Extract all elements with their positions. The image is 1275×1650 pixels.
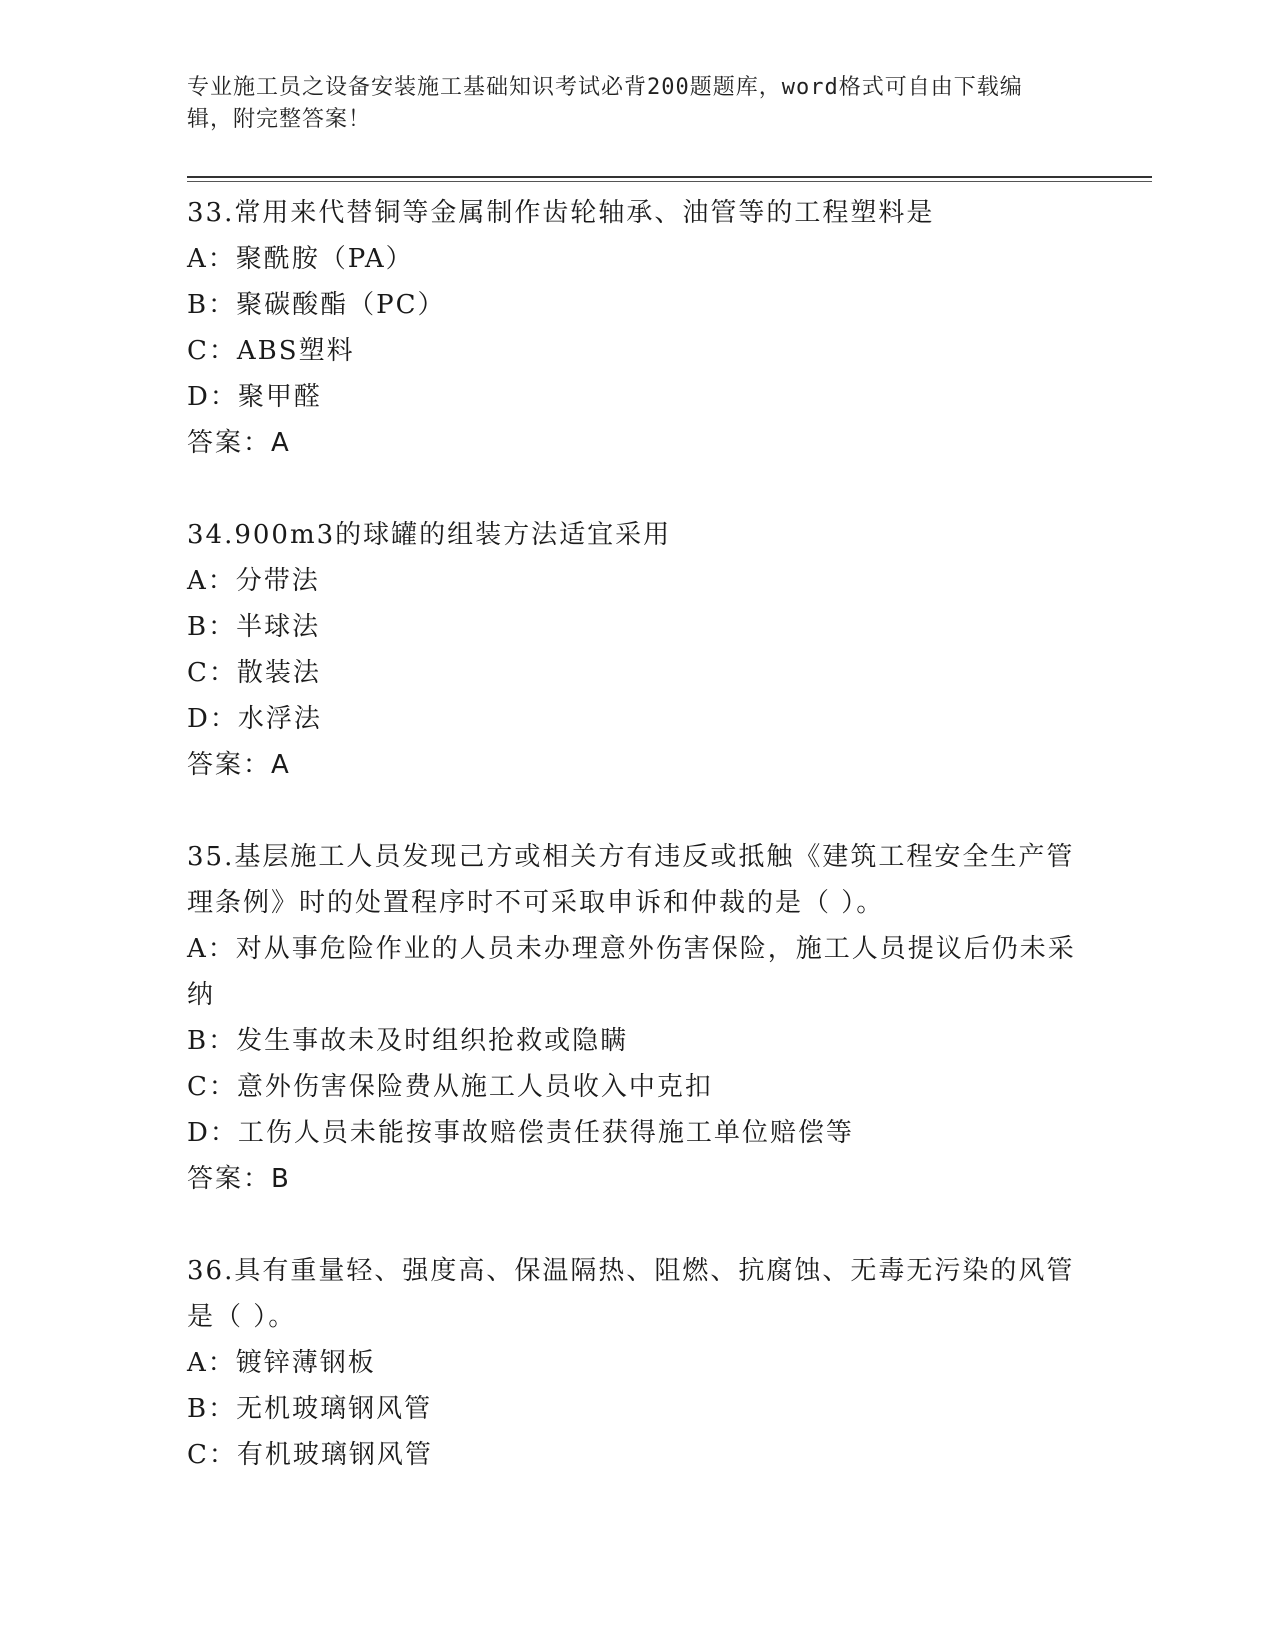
question-stem: 36.具有重量轻、强度高、保温隔热、阻燃、抗腐蚀、无毒无污染的风管是（ ）。 [187, 1256, 1075, 1332]
option-a: A：分带法 [187, 566, 320, 596]
question-stem: 34.900m3的球罐的组装方法适宜采用 [187, 520, 672, 550]
question-list [187, 190, 1087, 1524]
answer-label: 答案：B [187, 1164, 291, 1194]
option-c: C：散装法 [187, 658, 321, 688]
option-c: C：ABS塑料 [187, 336, 355, 366]
option-a: A：对从事危险作业的人员未办理意外伤害保险，施工人员提议后仍未采纳 [187, 934, 1076, 1010]
option-a: A：镀锌薄钢板 [187, 1348, 376, 1378]
header-divider-thin [187, 181, 1152, 182]
option-b: B：无机玻璃钢风管 [187, 1394, 433, 1424]
option-c: C：意外伤害保险费从施工人员收入中克扣 [187, 1072, 713, 1102]
answer-label: 答案：A [187, 428, 291, 458]
question-34 [187, 512, 1087, 788]
header-divider-thick [187, 176, 1152, 178]
option-b: B：发生事故未及时组织抢救或隐瞒 [187, 1026, 629, 1056]
question-stem: 33.常用来代替铜等金属制作齿轮轴承、油管等的工程塑料是 [187, 198, 935, 228]
answer-label: 答案：A [187, 750, 291, 780]
question-35 [187, 834, 1087, 1202]
question-36 [187, 1248, 1087, 1478]
option-c: C：有机玻璃钢风管 [187, 1440, 433, 1470]
option-b: B：半球法 [187, 612, 321, 642]
option-d: D：聚甲醛 [187, 382, 322, 412]
question-stem: 35.基层施工人员发现己方或相关方有违反或抵触《建筑工程安全生产管理条例》时的处置程序时不可采取申诉和仲裁的是（ ）。 [187, 842, 1075, 918]
option-b: B：聚碳酸酯（PC） [187, 290, 446, 320]
option-a: A：聚酰胺（PA） [187, 244, 414, 274]
option-d: D：工伤人员未能按事故赔偿责任获得施工单位赔偿等 [187, 1118, 854, 1148]
question-33 [187, 190, 1087, 466]
document-header: 专业施工员之设备安装施工基础知识考试必背200题题库，word格式可自由下载编辑，附完整答案！ [187, 75, 1023, 132]
option-d: D：水浮法 [187, 704, 322, 734]
